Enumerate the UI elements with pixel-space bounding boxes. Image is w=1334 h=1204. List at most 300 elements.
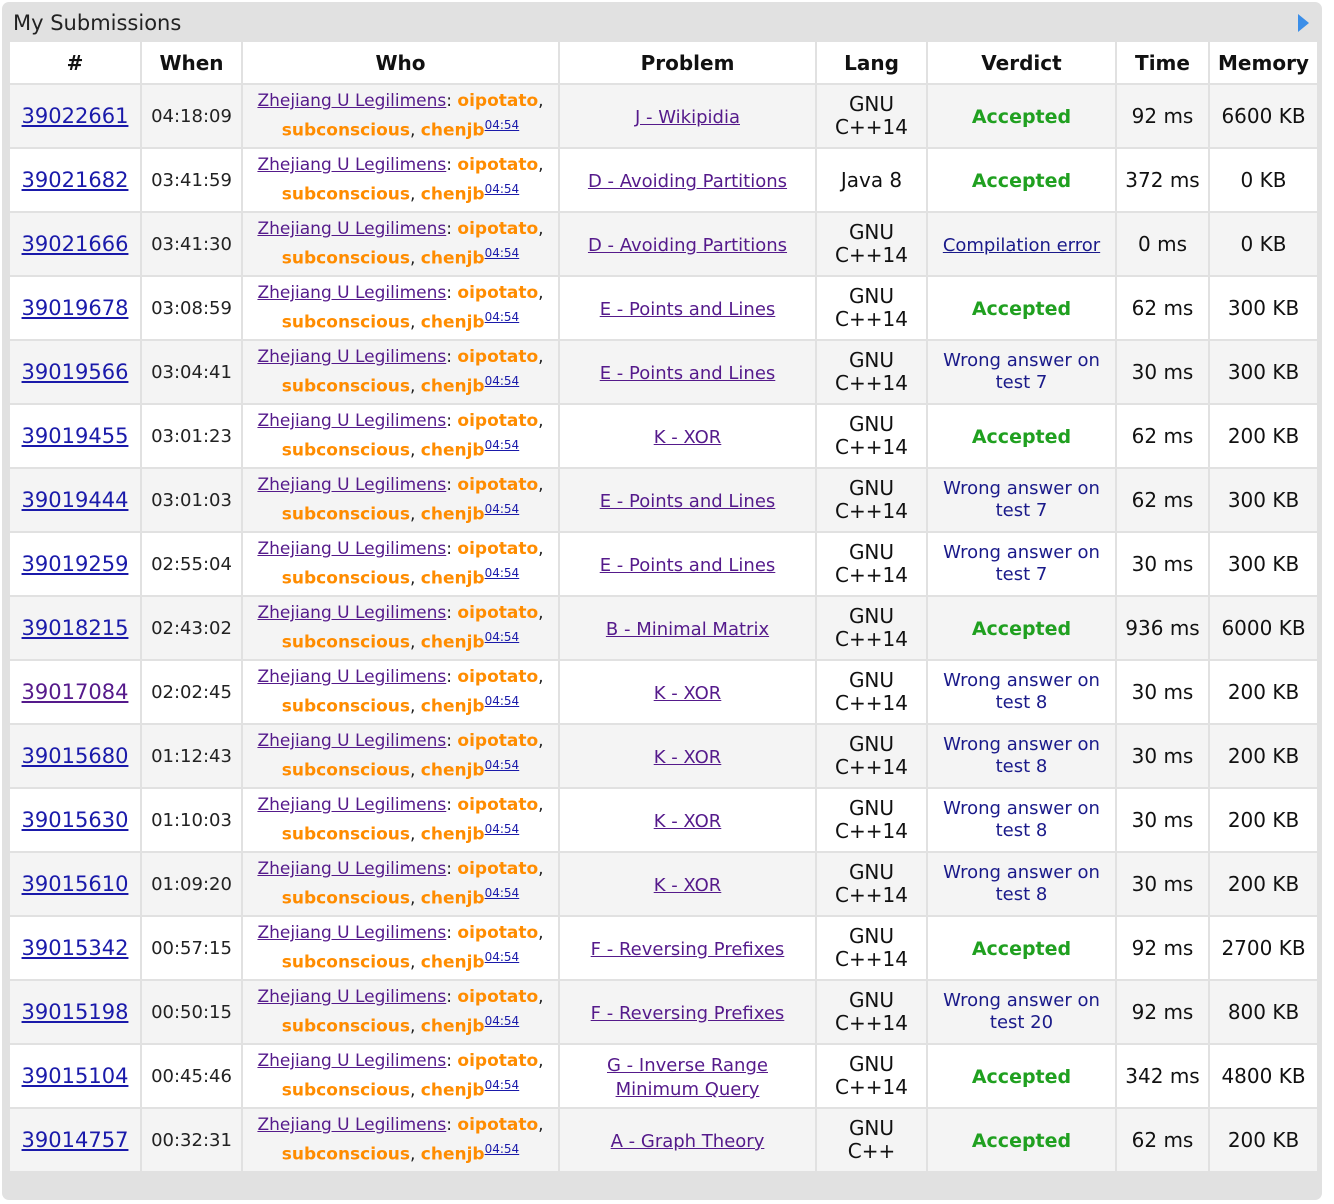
table-body — [9, 84, 1318, 1172]
header-problem: Problem — [559, 41, 816, 84]
lang-line: C++14 — [835, 947, 908, 971]
verdict-wrong-answer: test 8 — [995, 692, 1048, 713]
expand-arrow-icon[interactable] — [1298, 14, 1309, 32]
panel-title: My Submissions — [13, 11, 182, 35]
cell-time: 92 ms — [1116, 84, 1209, 148]
duration-link[interactable]: 04:54 — [484, 118, 520, 133]
cell-lang — [816, 84, 927, 148]
team-link[interactable]: Zhejiang U Legilimens — [257, 731, 447, 752]
duration-link[interactable]: 04:54 — [484, 438, 520, 453]
lang-line: C++ — [847, 1139, 896, 1163]
lang-line: C++14 — [835, 243, 908, 267]
cell-verdict — [927, 84, 1116, 148]
member-link[interactable]: chenjb — [420, 952, 485, 973]
cell-who: Zhejiang U Legilimens: oipotato, subconscious, chenjb$^{04:54}$ — [242, 532, 559, 596]
member-link[interactable]: subconscious — [281, 568, 410, 589]
team-link[interactable]: Zhejiang U Legilimens — [257, 1115, 447, 1136]
cell-when: 00:50:15 — [141, 980, 242, 1044]
header-who: Who — [242, 41, 559, 84]
cell-when: 01:09:20 — [141, 852, 242, 916]
member-link[interactable]: chenjb — [420, 1144, 485, 1165]
cell-problem — [559, 148, 816, 212]
duration-link[interactable]: 04:54 — [484, 630, 520, 645]
verdict-wrong-answer: test 8 — [995, 820, 1048, 841]
cell-lang — [816, 404, 927, 468]
member-link[interactable]: chenjb — [420, 184, 485, 205]
member-link[interactable]: subconscious — [281, 376, 410, 397]
verdict-wrong-answer: test 7 — [995, 372, 1048, 393]
member-link[interactable]: subconscious — [281, 248, 410, 269]
cell-time: 342 ms — [1116, 1044, 1209, 1108]
verdict-accepted: Accepted — [971, 938, 1072, 960]
cell-verdict — [927, 1044, 1116, 1108]
lang-line: GNU — [848, 604, 895, 628]
cell-verdict — [927, 852, 1116, 916]
table-row — [9, 852, 1318, 916]
submission-id-link[interactable]: 39015342 — [21, 936, 129, 960]
member-link[interactable]: chenjb — [420, 696, 485, 717]
cell-memory: 2700 KB — [1209, 916, 1318, 980]
member-link[interactable]: subconscious — [281, 504, 410, 525]
table-row — [9, 84, 1318, 148]
verdict-wrong-answer: Wrong answer on — [943, 734, 1100, 755]
lang-line: C++14 — [835, 307, 908, 331]
submission-id-link[interactable]: 39021666 — [21, 232, 129, 256]
cell-memory: 0 KB — [1209, 212, 1318, 276]
verdict-accepted: Accepted — [971, 170, 1072, 192]
cell-id — [9, 84, 141, 148]
cell-who: Zhejiang U Legilimens: oipotato, subconscious, chenjb$^{04:54}$ — [242, 916, 559, 980]
cell-verdict — [927, 596, 1116, 660]
member-link[interactable]: subconscious — [281, 952, 410, 973]
cell-id — [9, 852, 141, 916]
submission-id-link[interactable]: 39015630 — [21, 808, 129, 832]
verdict-wrong-answer: test 8 — [995, 756, 1048, 777]
lang-line: GNU — [848, 1052, 895, 1076]
team-link[interactable]: Zhejiang U Legilimens — [257, 411, 447, 432]
cell-problem — [559, 1108, 816, 1172]
cell-problem — [559, 84, 816, 148]
cell-verdict — [927, 212, 1116, 276]
cell-problem — [559, 916, 816, 980]
cell-who: Zhejiang U Legilimens: oipotato, subconscious, chenjb$^{04:54}$ — [242, 84, 559, 148]
cell-lang — [816, 1044, 927, 1108]
lang-line: C++14 — [835, 755, 908, 779]
member-link[interactable]: subconscious — [281, 632, 410, 653]
cell-time: 30 ms — [1116, 340, 1209, 404]
member-link[interactable]: oipotato — [457, 987, 539, 1008]
cell-when: 01:12:43 — [141, 724, 242, 788]
header-memory: Memory — [1209, 41, 1318, 84]
cell-problem — [559, 404, 816, 468]
table-row — [9, 724, 1318, 788]
cell-id — [9, 404, 141, 468]
problem-link[interactable]: K - XOR — [653, 811, 722, 832]
cell-memory: 300 KB — [1209, 468, 1318, 532]
cell-when: 01:10:03 — [141, 788, 242, 852]
cell-lang — [816, 980, 927, 1044]
problem-link[interactable]: B - Minimal Matrix — [605, 619, 770, 640]
team-link[interactable]: Zhejiang U Legilimens — [257, 539, 447, 560]
cell-lang — [816, 596, 927, 660]
problem-link[interactable]: D - Avoiding Partitions — [587, 171, 788, 192]
cell-when: 03:01:03 — [141, 468, 242, 532]
cell-verdict — [927, 916, 1116, 980]
verdict-wrong-answer: Wrong answer on — [943, 798, 1100, 819]
problem-link[interactable]: E - Points and Lines — [599, 363, 776, 384]
cell-verdict — [927, 1108, 1116, 1172]
duration-link[interactable]: 04:54 — [484, 374, 520, 389]
cell-who: Zhejiang U Legilimens: oipotato, subconscious, chenjb$^{04:54}$ — [242, 596, 559, 660]
cell-when: 04:18:09 — [141, 84, 242, 148]
cell-who: Zhejiang U Legilimens: oipotato, subconscious, chenjb$^{04:54}$ — [242, 468, 559, 532]
lang-line: C++14 — [835, 819, 908, 843]
lang-line: GNU — [848, 92, 895, 116]
lang-line: GNU — [848, 988, 895, 1012]
member-link[interactable]: oipotato — [457, 283, 539, 304]
member-link[interactable]: subconscious — [281, 824, 410, 845]
cell-verdict — [927, 788, 1116, 852]
lang-line: C++14 — [835, 691, 908, 715]
lang-line: GNU — [848, 732, 895, 756]
submission-id-link[interactable]: 39017084 — [21, 680, 129, 704]
cell-who: Zhejiang U Legilimens: oipotato, subconscious, chenjb$^{04:54}$ — [242, 1044, 559, 1108]
member-link[interactable]: oipotato — [457, 1115, 539, 1136]
member-link[interactable]: oipotato — [457, 667, 539, 688]
problem-link[interactable]: D - Avoiding Partitions — [587, 235, 788, 256]
lang-line: GNU — [848, 476, 895, 500]
cell-lang — [816, 916, 927, 980]
cell-problem — [559, 1044, 816, 1108]
header-when: When — [141, 41, 242, 84]
cell-who: Zhejiang U Legilimens: oipotato, subconscious, chenjb$^{04:54}$ — [242, 148, 559, 212]
lang-line: GNU — [848, 668, 895, 692]
cell-time: 30 ms — [1116, 852, 1209, 916]
cell-time: 30 ms — [1116, 660, 1209, 724]
verdict-wrong-answer: Wrong answer on — [943, 478, 1100, 499]
submission-id-link[interactable]: 39021682 — [21, 168, 129, 192]
member-link[interactable]: chenjb — [420, 824, 485, 845]
member-link[interactable]: oipotato — [457, 795, 539, 816]
team-link[interactable]: Zhejiang U Legilimens — [257, 1051, 447, 1072]
submission-id-link[interactable]: 39019444 — [21, 488, 129, 512]
member-link[interactable]: subconscious — [281, 888, 410, 909]
table-row — [9, 660, 1318, 724]
cell-time: 30 ms — [1116, 724, 1209, 788]
submission-id-link[interactable]: 39019259 — [21, 552, 129, 576]
member-link[interactable]: oipotato — [457, 475, 539, 496]
table-row — [9, 532, 1318, 596]
member-link[interactable]: oipotato — [457, 539, 539, 560]
cell-verdict — [927, 276, 1116, 340]
duration-link[interactable]: 04:54 — [484, 822, 520, 837]
problem-link[interactable]: E - Points and Lines — [599, 555, 776, 576]
cell-problem — [559, 852, 816, 916]
problem-link[interactable]: A - Graph Theory — [610, 1131, 765, 1152]
cell-memory: 200 KB — [1209, 788, 1318, 852]
cell-verdict — [927, 340, 1116, 404]
member-link[interactable]: subconscious — [281, 1016, 410, 1037]
problem-link[interactable]: F - Reversing Prefixes — [590, 1003, 785, 1024]
member-link[interactable]: chenjb — [420, 440, 485, 461]
member-link[interactable]: oipotato — [457, 1051, 539, 1072]
cell-memory: 200 KB — [1209, 1108, 1318, 1172]
team-link[interactable]: Zhejiang U Legilimens — [257, 795, 447, 816]
duration-link[interactable]: 04:54 — [484, 758, 520, 773]
cell-lang — [816, 660, 927, 724]
cell-problem — [559, 788, 816, 852]
member-link[interactable]: chenjb — [420, 888, 485, 909]
cell-who: Zhejiang U Legilimens: oipotato, subconscious, chenjb$^{04:54}$ — [242, 660, 559, 724]
cell-memory: 200 KB — [1209, 404, 1318, 468]
table-row — [9, 276, 1318, 340]
member-link[interactable]: oipotato — [457, 91, 539, 112]
team-link[interactable]: Zhejiang U Legilimens — [257, 603, 447, 624]
cell-problem — [559, 980, 816, 1044]
cell-verdict — [927, 468, 1116, 532]
duration-link[interactable]: 04:54 — [484, 502, 520, 517]
member-link[interactable]: oipotato — [457, 347, 539, 368]
verdict-accepted: Accepted — [971, 1066, 1072, 1088]
member-link[interactable]: subconscious — [281, 312, 410, 333]
cell-id — [9, 148, 141, 212]
cell-id — [9, 916, 141, 980]
verdict-wrong-answer: Wrong answer on — [943, 670, 1100, 691]
member-link[interactable]: oipotato — [457, 923, 539, 944]
cell-problem — [559, 532, 816, 596]
team-link[interactable]: Zhejiang U Legilimens — [257, 667, 447, 688]
table-row — [9, 596, 1318, 660]
verdict-accepted: Accepted — [971, 1130, 1072, 1152]
cell-problem — [559, 724, 816, 788]
member-link[interactable]: chenjb — [420, 248, 485, 269]
member-link[interactable]: oipotato — [457, 731, 539, 752]
cell-verdict — [927, 660, 1116, 724]
member-link[interactable]: chenjb — [420, 504, 485, 525]
problem-link[interactable]: J - Wikipidia — [635, 107, 740, 128]
cell-problem — [559, 276, 816, 340]
cell-when: 02:43:02 — [141, 596, 242, 660]
cell-time: 92 ms — [1116, 916, 1209, 980]
member-link[interactable]: chenjb — [420, 568, 485, 589]
cell-lang — [816, 340, 927, 404]
submission-id-link[interactable]: 39019566 — [21, 360, 129, 384]
member-link[interactable]: oipotato — [457, 155, 539, 176]
cell-verdict — [927, 980, 1116, 1044]
team-link[interactable]: Zhejiang U Legilimens — [257, 987, 447, 1008]
problem-link[interactable]: K - XOR — [653, 683, 722, 704]
member-link[interactable]: chenjb — [420, 1016, 485, 1037]
cell-time: 30 ms — [1116, 532, 1209, 596]
team-link[interactable]: Zhejiang U Legilimens — [257, 347, 447, 368]
team-link[interactable]: Zhejiang U Legilimens — [257, 91, 447, 112]
duration-link[interactable]: 04:54 — [484, 1142, 520, 1157]
table-header-row — [9, 41, 1318, 84]
submission-id-link[interactable]: 39015610 — [21, 872, 129, 896]
cell-memory: 200 KB — [1209, 660, 1318, 724]
problem-link[interactable]: E - Points and Lines — [599, 491, 776, 512]
cell-lang — [816, 724, 927, 788]
cell-time: 0 ms — [1116, 212, 1209, 276]
member-link[interactable]: subconscious — [281, 696, 410, 717]
cell-id — [9, 532, 141, 596]
table-row — [9, 980, 1318, 1044]
team-link[interactable]: Zhejiang U Legilimens — [257, 923, 447, 944]
problem-link[interactable]: G - Inverse Range — [607, 1055, 768, 1076]
lang-line: C++14 — [835, 1011, 908, 1035]
header-time: Time — [1116, 41, 1209, 84]
cell-when: 00:45:46 — [141, 1044, 242, 1108]
member-link[interactable]: chenjb — [420, 312, 485, 333]
cell-problem — [559, 660, 816, 724]
cell-lang — [816, 276, 927, 340]
header-lang: Lang — [816, 41, 927, 84]
cell-memory: 200 KB — [1209, 852, 1318, 916]
table-row — [9, 404, 1318, 468]
cell-who: Zhejiang U Legilimens: oipotato, subconscious, chenjb$^{04:54}$ — [242, 724, 559, 788]
cell-id — [9, 660, 141, 724]
cell-time: 62 ms — [1116, 276, 1209, 340]
member-link[interactable]: chenjb — [420, 1080, 485, 1101]
cell-time: 372 ms — [1116, 148, 1209, 212]
duration-link[interactable]: 04:54 — [484, 566, 520, 581]
member-link[interactable]: subconscious — [281, 1080, 410, 1101]
problem-link[interactable]: Minimum Query — [615, 1079, 760, 1100]
problem-link[interactable]: K - XOR — [653, 747, 722, 768]
duration-link[interactable]: 04:54 — [484, 310, 520, 325]
cell-lang — [816, 1108, 927, 1172]
cell-when: 00:32:31 — [141, 1108, 242, 1172]
cell-id — [9, 724, 141, 788]
lang-line: C++14 — [835, 499, 908, 523]
lang-line: GNU — [848, 220, 895, 244]
submission-id-link[interactable]: 39015198 — [21, 1000, 129, 1024]
lang-line: C++14 — [835, 627, 908, 651]
submission-id-link[interactable]: 39022661 — [21, 104, 129, 128]
duration-link[interactable]: 04:54 — [484, 694, 520, 709]
table-row — [9, 340, 1318, 404]
member-link[interactable]: oipotato — [457, 859, 539, 880]
cell-id — [9, 468, 141, 532]
verdict-accepted: Accepted — [971, 618, 1072, 640]
submission-id-link[interactable]: 39019678 — [21, 296, 129, 320]
submission-id-link[interactable]: 39015104 — [21, 1064, 129, 1088]
cell-problem — [559, 212, 816, 276]
table-row — [9, 212, 1318, 276]
cell-memory: 300 KB — [1209, 276, 1318, 340]
header-id: # — [9, 41, 141, 84]
duration-link[interactable]: 04:54 — [484, 886, 520, 901]
cell-lang — [816, 148, 927, 212]
cell-id — [9, 276, 141, 340]
team-link[interactable]: Zhejiang U Legilimens — [257, 219, 447, 240]
cell-when: 02:55:04 — [141, 532, 242, 596]
member-link[interactable]: chenjb — [420, 760, 485, 781]
lang-line: GNU — [848, 348, 895, 372]
cell-memory: 800 KB — [1209, 980, 1318, 1044]
submission-id-link[interactable]: 39014757 — [21, 1128, 129, 1152]
member-link[interactable]: oipotato — [457, 411, 539, 432]
cell-id — [9, 980, 141, 1044]
cell-who: Zhejiang U Legilimens: oipotato, subconscious, chenjb$^{04:54}$ — [242, 276, 559, 340]
lang-line: GNU — [848, 284, 895, 308]
cell-id — [9, 340, 141, 404]
member-link[interactable]: subconscious — [281, 440, 410, 461]
table-row — [9, 1108, 1318, 1172]
verdict-wrong-answer: Wrong answer on — [943, 350, 1100, 371]
member-link[interactable]: oipotato — [457, 219, 539, 240]
member-link[interactable]: subconscious — [281, 1144, 410, 1165]
submission-id-link[interactable]: 39019455 — [21, 424, 129, 448]
duration-link[interactable]: 04:54 — [484, 950, 520, 965]
cell-when: 03:04:41 — [141, 340, 242, 404]
team-link[interactable]: Zhejiang U Legilimens — [257, 475, 447, 496]
lang-line: GNU — [848, 860, 895, 884]
duration-link[interactable]: 04:54 — [484, 246, 520, 261]
duration-link[interactable]: 04:54 — [484, 182, 520, 197]
table-row — [9, 788, 1318, 852]
cell-lang — [816, 852, 927, 916]
member-link[interactable]: oipotato — [457, 603, 539, 624]
member-link[interactable]: subconscious — [281, 184, 410, 205]
cell-lang — [816, 532, 927, 596]
problem-link[interactable]: E - Points and Lines — [599, 299, 776, 320]
duration-link[interactable]: 04:54 — [484, 1014, 520, 1029]
member-link[interactable]: chenjb — [420, 376, 485, 397]
lang-line: C++14 — [835, 371, 908, 395]
cell-id — [9, 1108, 141, 1172]
table-row — [9, 468, 1318, 532]
member-link[interactable]: subconscious — [281, 760, 410, 781]
member-link[interactable]: subconscious — [281, 120, 410, 141]
cell-verdict — [927, 404, 1116, 468]
header-verdict: Verdict — [927, 41, 1116, 84]
table-row — [9, 916, 1318, 980]
verdict-compilation-error-link[interactable]: Compilation error — [942, 235, 1101, 256]
cell-lang — [816, 212, 927, 276]
cell-when: 03:41:59 — [141, 148, 242, 212]
table-row — [9, 1044, 1318, 1108]
team-link[interactable]: Zhejiang U Legilimens — [257, 283, 447, 304]
team-link[interactable]: Zhejiang U Legilimens — [257, 859, 447, 880]
cell-who: Zhejiang U Legilimens: oipotato, subconscious, chenjb$^{04:54}$ — [242, 980, 559, 1044]
lang-line: GNU — [848, 1116, 895, 1140]
problem-link[interactable]: F - Reversing Prefixes — [590, 939, 785, 960]
verdict-wrong-answer: test 8 — [995, 884, 1048, 905]
problem-link[interactable]: K - XOR — [653, 875, 722, 896]
verdict-wrong-answer: test 7 — [995, 564, 1048, 585]
lang-line: C++14 — [835, 115, 908, 139]
duration-link[interactable]: 04:54 — [484, 1078, 520, 1093]
problem-link[interactable]: K - XOR — [653, 427, 722, 448]
verdict-accepted: Accepted — [971, 106, 1072, 128]
cell-problem — [559, 340, 816, 404]
cell-time: 92 ms — [1116, 980, 1209, 1044]
cell-verdict — [927, 532, 1116, 596]
submission-id-link[interactable]: 39015680 — [21, 744, 129, 768]
lang-line: GNU — [848, 924, 895, 948]
cell-verdict — [927, 148, 1116, 212]
cell-who: Zhejiang U Legilimens: oipotato, subconscious, chenjb$^{04:54}$ — [242, 212, 559, 276]
cell-who: Zhejiang U Legilimens: oipotato, subconscious, chenjb$^{04:54}$ — [242, 1108, 559, 1172]
cell-memory: 6000 KB — [1209, 596, 1318, 660]
member-link[interactable]: chenjb — [420, 632, 485, 653]
submission-id-link[interactable]: 39018215 — [21, 616, 129, 640]
lang-line: C++14 — [835, 1075, 908, 1099]
member-link[interactable]: chenjb — [420, 120, 485, 141]
cell-id — [9, 212, 141, 276]
team-link[interactable]: Zhejiang U Legilimens — [257, 155, 447, 176]
